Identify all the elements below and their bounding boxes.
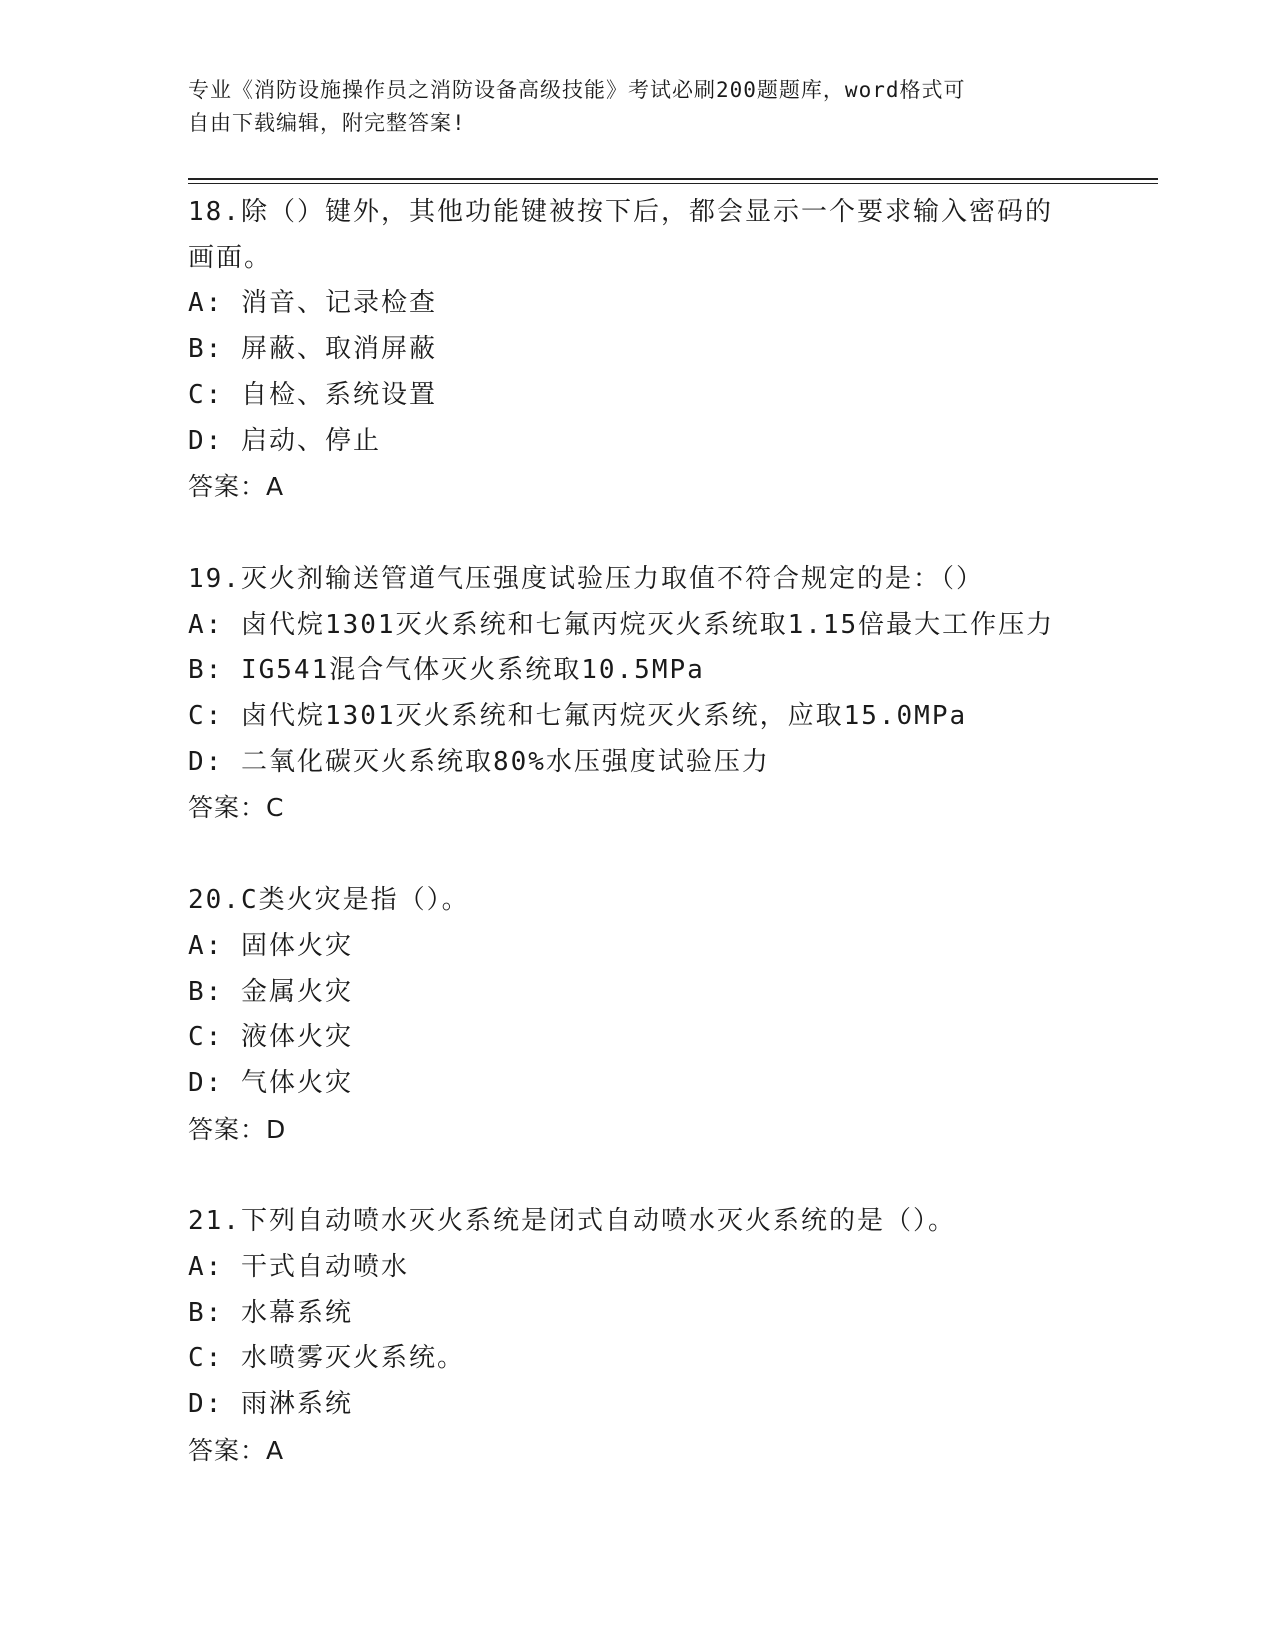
question-21 (188, 1199, 1088, 1473)
question-18 (188, 190, 1088, 510)
option-a: A: 固体火灾 (188, 930, 353, 961)
option-a: A: 消音、记录检查 (188, 288, 437, 319)
answer-label: 答案：A (188, 472, 285, 502)
question-stem-continued: 画面。 (188, 242, 273, 273)
question-stem: 21.下列自动喷水灭火系统是闭式自动喷水灭火系统的是（）。 (188, 1206, 956, 1237)
option-a: A: 卤代烷1301灭火系统和七氟丙烷灭火系统取1.15倍最大工作压力 (188, 609, 1055, 640)
answer-label: 答案：D (188, 1114, 287, 1144)
header-title-line2: 自由下载编辑，附完整答案! (188, 111, 466, 135)
option-d: D: 雨淋系统 (188, 1389, 353, 1420)
question-20 (188, 878, 1088, 1152)
question-stem: 20.C类火灾是指（）。 (188, 885, 470, 916)
option-b: B: 金属火灾 (188, 976, 353, 1007)
answer-label: 答案：A (188, 1435, 285, 1465)
option-d: D: 启动、停止 (188, 425, 381, 456)
option-b: B: 水幕系统 (188, 1297, 353, 1328)
header-divider-top (188, 178, 1158, 180)
option-c: C: 液体火灾 (188, 1022, 353, 1053)
option-d: D: 二氧化碳灭火系统取80%水压强度试验压力 (188, 746, 770, 777)
header-divider-bottom (188, 183, 1158, 184)
document-header (188, 74, 1068, 140)
question-19 (188, 557, 1088, 831)
option-d: D: 气体火灾 (188, 1067, 353, 1098)
option-a: A: 干式自动喷水 (188, 1252, 409, 1283)
option-b: B: 屏蔽、取消屏蔽 (188, 334, 437, 365)
header-title-line1: 专业《消防设施操作员之消防设备高级技能》考试必刷200题题库，word格式可 (188, 78, 966, 102)
option-c: C: 水喷雾灭火系统。 (188, 1343, 465, 1374)
question-stem: 19.灭火剂输送管道气压强度试验压力取值不符合规定的是：（） (188, 563, 984, 594)
option-c: C: 卤代烷1301灭火系统和七氟丙烷灭火系统，应取15.0MPa (188, 701, 968, 732)
answer-label: 答案：C (188, 793, 285, 823)
question-list (188, 190, 1088, 1521)
option-c: C: 自检、系统设置 (188, 379, 437, 410)
question-stem: 18.除（）键外，其他功能键被按下后，都会显示一个要求输入密码的 (188, 197, 1053, 227)
option-b: B: IG541混合气体灭火系统取10.5MPa (188, 655, 705, 686)
